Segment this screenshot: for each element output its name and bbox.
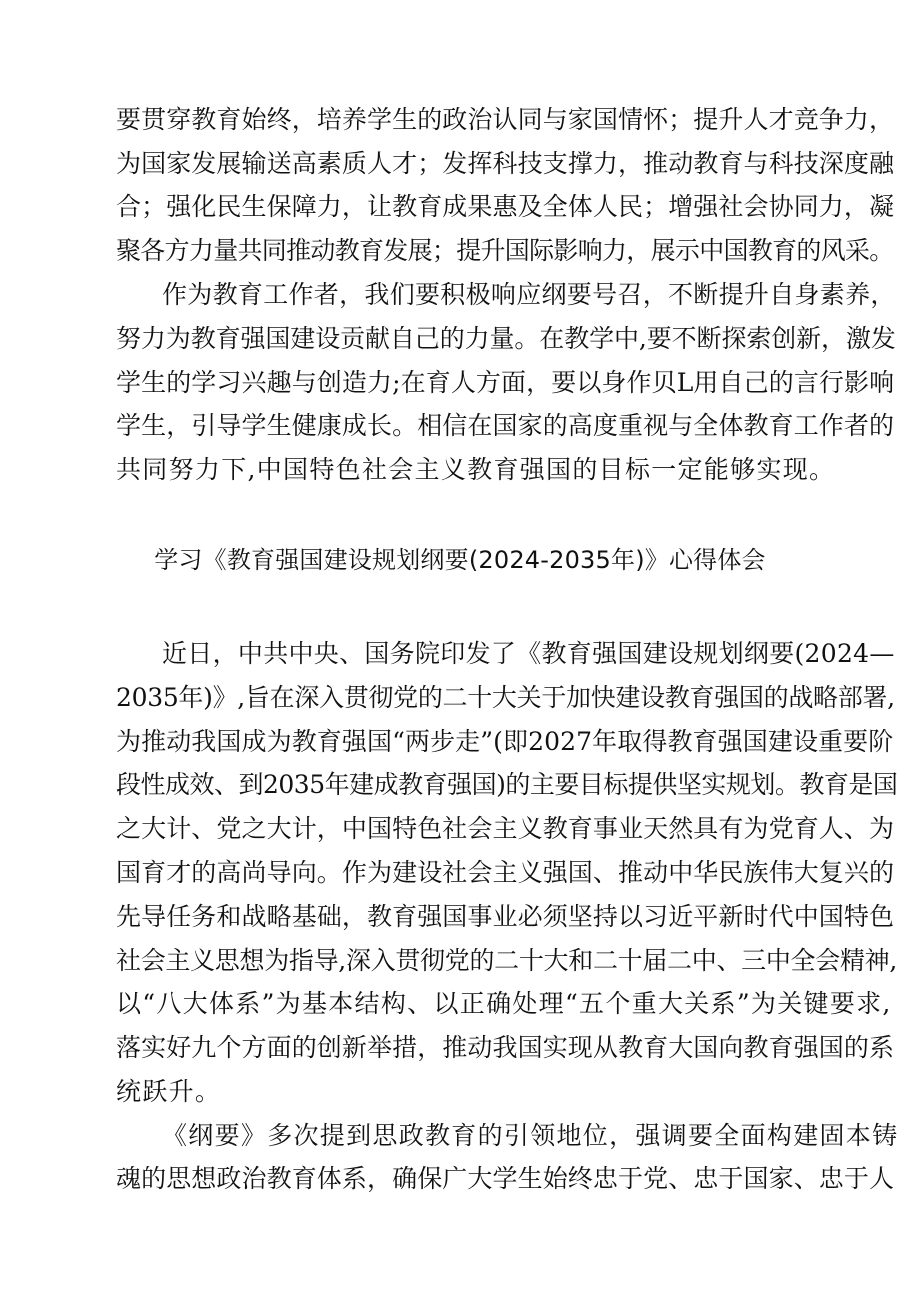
text-line: 学生，引导学生健康成长。相信在国家的高度重视与全体教育工作者的 — [116, 411, 895, 440]
text-line: 2035年)》,旨在深入贯彻党的二十大关于加快建设教育强国的战略部署, — [116, 683, 895, 712]
text-line: 为推动我国成为教育强国“两步走”(即2027年取得教育强国建设重要阶 — [116, 727, 894, 756]
text-line: 段性成效、到2035年建成教育强国)的主要目标提供坚实规划。教育是国 — [116, 770, 898, 799]
text-line: 以“八大体系”为基本结构、以正确处理“五个重大关系”为关键要求, — [116, 989, 892, 1018]
text-line: 合；强化民生保障力，让教育成果惠及全体人民；增强社会协同力，凝 — [116, 192, 895, 221]
article-title: 学习《教育强国建设规划纲要(2024-2035年)》心得体会 — [154, 546, 766, 574]
text-line: 统跃升。 — [116, 1077, 222, 1106]
text-line: 落实好九个方面的创新举措，推动我国实现从教育大国向教育强国的系 — [116, 1033, 895, 1062]
text-line: 要贯穿教育始终，培养学生的政治认同与家国情怀；提升人才竞争力， — [116, 105, 895, 134]
text-line: 近日，中共中央、国务院印发了《教育强国建设规划纲要(2024— — [162, 639, 895, 668]
text-line: 魂的思想政治教育体系，确保广大学生始终忠于党、忠于国家、忠于人 — [116, 1164, 895, 1193]
text-line: 为国家发展输送高素质人才；发挥科技支撑力，推动教育与科技深度融 — [116, 149, 895, 178]
text-line: 社会主义思想为指导,深入贯彻党的二十大和二十届二中、三中全会精神, — [116, 946, 897, 975]
text-line: 《纲要》多次提到思政教育的引领地位，强调要全面构建固本铸 — [162, 1121, 899, 1150]
text-line: 努力为教育强国建设贡献自己的力量。在教学中,要不断探索创新，激发 — [116, 324, 896, 353]
text-line: 共同努力下,中国特色社会主义教育强国的目标一定能够实现。 — [116, 455, 836, 484]
text-line: 聚各方力量共同推动教育发展；提升国际影响力，展示中国教育的风采。 — [116, 236, 894, 265]
text-line: 学生的学习兴趣与创造力;在育人方面，要以身作贝L用自己的言行影响 — [116, 368, 895, 397]
text-line: 之大计、党之大计，中国特色社会主义教育事业天然具有为党育人、为 — [116, 814, 895, 843]
text-line: 先导任务和战略基础，教育强国事业必须坚持以习近平新时代中国特色 — [116, 902, 895, 931]
text-line: 作为教育工作者，我们要积极响应纲要号召，不断提升自身素养， — [162, 280, 896, 309]
text-line: 国育才的高尚导向。作为建设社会主义强国、推动中华民族伟大复兴的 — [116, 858, 895, 887]
